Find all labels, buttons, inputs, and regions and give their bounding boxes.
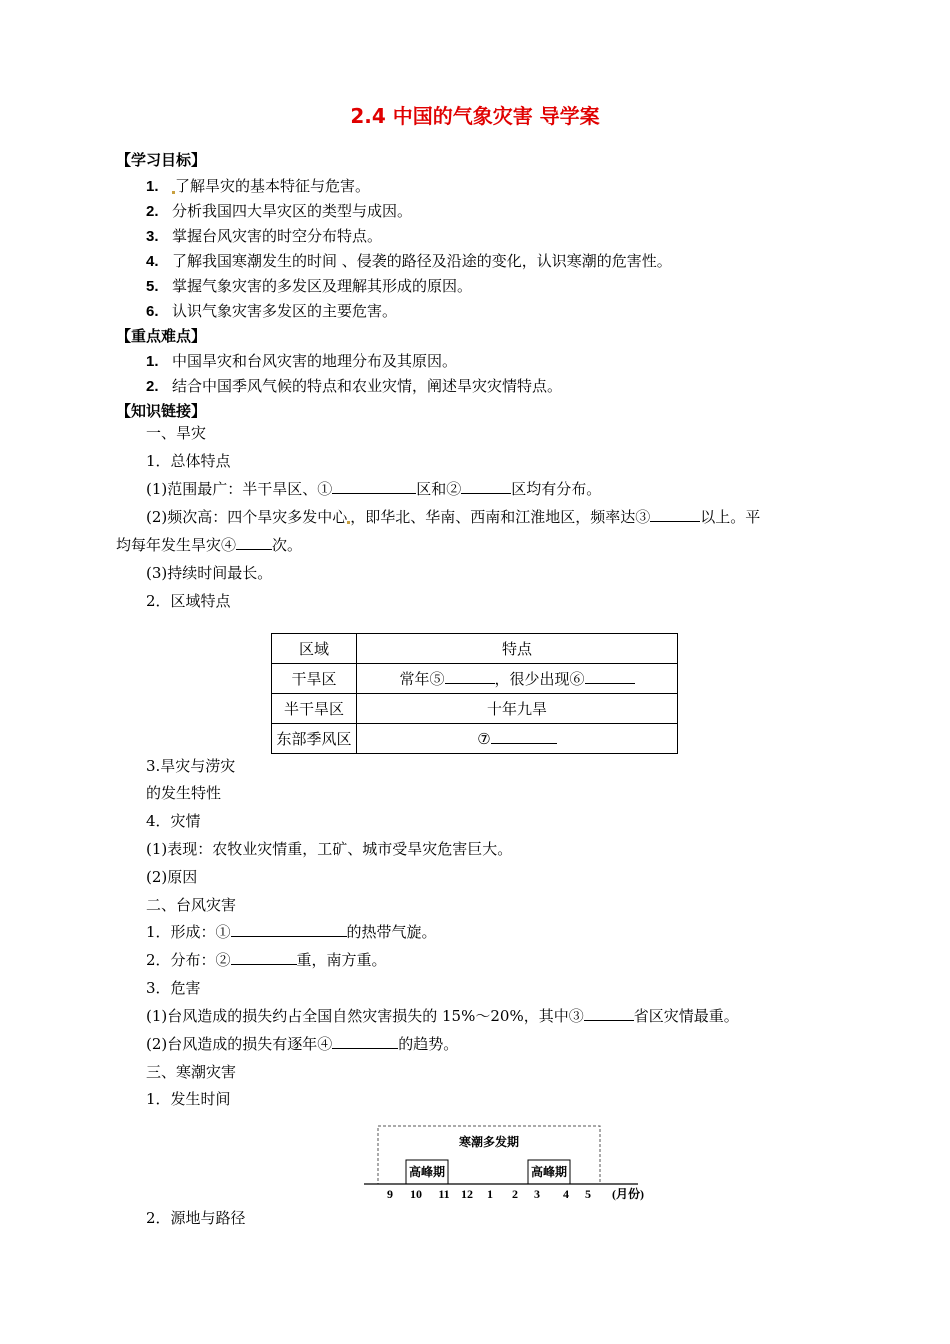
blank-typhoon-2[interactable] <box>231 950 297 965</box>
section-drought: 一、旱灾 <box>146 424 207 442</box>
drought-flood-line-2: 的发生特性 <box>146 784 222 802</box>
text: 2．分布：② <box>146 951 231 969</box>
text: (2)台风造成的损失有逐年④ <box>146 1035 333 1053</box>
key-text: 中国旱灾和台风灾害的地理分布及其原因。 <box>172 352 458 370</box>
goal-num: 2. <box>146 203 159 220</box>
blank-5[interactable] <box>445 669 495 684</box>
blank-7[interactable] <box>491 729 557 744</box>
key-text: 结合中国季风气候的特点和农业灾情，阐述旱灾灾情特点。 <box>172 377 563 395</box>
text: 区均有分布。 <box>511 480 602 498</box>
goal-text: 分析我国四大旱灾区的类型与成因。 <box>172 202 413 220</box>
blank-2[interactable] <box>461 479 511 494</box>
text: ，即华北、华南、西南和江淮地区，频率达③ <box>350 508 651 526</box>
goal-text: 了解我国寒潮发生的时间 、侵袭的路径及沿途的变化，认识寒潮的危害性。 <box>172 252 672 270</box>
blank-typhoon-1[interactable] <box>231 922 347 937</box>
timeline-tick-label: 9 <box>387 1187 393 1201</box>
text: 均每年发生旱灾④ <box>116 536 237 554</box>
text: (2)频次高：四个旱灾多发中心 <box>146 508 348 526</box>
subsection-disaster: 4．灾情 <box>146 812 201 830</box>
text: 常年⑤ <box>399 670 445 688</box>
text: 的热带气旋。 <box>346 923 437 941</box>
key-heading: 【重点难点】 <box>116 327 207 345</box>
key-item-2 <box>146 376 562 397</box>
fill-line-frequency-cont <box>116 535 302 555</box>
drought-flood-line-1: 3.旱灾与涝灾 <box>146 757 236 775</box>
timeline-tick-label: 10 <box>410 1187 422 1201</box>
text: 省区灾情最重。 <box>633 1007 739 1025</box>
cold-wave-timeline <box>360 1120 644 1206</box>
text: 区和② <box>416 480 462 498</box>
goal-num: 5. <box>146 278 159 295</box>
duration-line: (3)持续时间最长。 <box>146 564 273 582</box>
goal-text: 了解旱灾的基本特征与危害。 <box>175 177 371 195</box>
goal-text: 认识气象灾害多发区的主要危害。 <box>172 302 398 320</box>
key-num: 1. <box>146 353 159 370</box>
blank-3[interactable] <box>650 507 700 522</box>
table-header-row <box>272 634 678 664</box>
table-row <box>272 664 678 694</box>
timeline-tick-label: 1 <box>487 1187 493 1201</box>
goal-num: 3. <box>146 228 159 245</box>
cold-wave-time: 1．发生时间 <box>146 1090 231 1108</box>
goal-text: 掌握台风灾害的时空分布特点。 <box>172 227 383 245</box>
peak-label-2: 高峰期 <box>530 1165 568 1179</box>
table-header: 特点 <box>357 634 678 664</box>
subsection-overall: 1．总体特点 <box>146 452 231 470</box>
blank-6[interactable] <box>585 669 635 684</box>
text: 的趋势。 <box>398 1035 459 1053</box>
goals-heading: 【学习目标】 <box>116 151 207 169</box>
text: 次。 <box>272 536 303 554</box>
goal-num: 6. <box>146 303 159 320</box>
typhoon-distribution <box>146 950 387 970</box>
table-cell-feature: 十年九旱 <box>357 694 678 724</box>
timeline-tick-label: 3 <box>534 1187 540 1201</box>
section-typhoon: 二、台风灾害 <box>146 896 237 914</box>
timeline-tick-label: 11 <box>438 1187 450 1201</box>
text: (1)台风造成的损失约占全国自然灾害损失的 15%～20%，其中③ <box>146 1007 584 1025</box>
blank-typhoon-4[interactable] <box>332 1034 398 1049</box>
page-title: 2.4 中国的气象灾害 导学案 <box>350 104 600 128</box>
timeline-tick-label: 5 <box>585 1187 591 1201</box>
text: 重，南方重。 <box>296 951 387 969</box>
peak-label-1: 高峰期 <box>408 1165 446 1179</box>
table-cell-feature <box>357 664 678 694</box>
goal-num: 4. <box>146 253 159 270</box>
goal-item-2 <box>146 201 412 222</box>
typhoon-trend <box>146 1034 458 1054</box>
typhoon-loss <box>146 1006 739 1026</box>
period-label: 寒潮多发期 <box>458 1135 520 1149</box>
disaster-cause: (2)原因 <box>146 868 198 886</box>
timeline-tick-label: 4 <box>563 1187 569 1201</box>
text: ⑦ <box>477 730 491 748</box>
blank-4[interactable] <box>236 535 272 550</box>
typhoon-harm: 3．危害 <box>146 979 201 997</box>
goal-item-6 <box>146 301 397 322</box>
cold-wave-source: 2．源地与路径 <box>146 1209 246 1227</box>
section-cold-wave: 三、寒潮灾害 <box>146 1063 237 1081</box>
timeline-ticks <box>387 1187 591 1201</box>
goal-item-3 <box>146 226 382 247</box>
table-row <box>272 694 678 724</box>
disaster-performance: (1)表现：农牧业灾情重，工矿、城市受旱灾危害巨大。 <box>146 840 513 858</box>
blank-1[interactable] <box>332 479 416 494</box>
key-num: 2. <box>146 378 159 395</box>
timeline-unit: (月份) <box>612 1187 644 1201</box>
goal-num: 1. <box>146 178 159 195</box>
subsection-regional: 2．区域特点 <box>146 592 231 610</box>
table-cell-region: 半干旱区 <box>272 694 357 724</box>
table-cell-region: 东部季风区 <box>272 724 357 754</box>
table-cell-region: 干旱区 <box>272 664 357 694</box>
key-item-1 <box>146 351 457 372</box>
typhoon-formation <box>146 922 437 942</box>
text: 1．形成：① <box>146 923 231 941</box>
table-cell-feature <box>357 724 678 754</box>
text: 以上。平 <box>700 508 761 526</box>
text: (1)范围最广：半干旱区、① <box>146 480 333 498</box>
goal-item-5 <box>146 276 472 297</box>
region-table <box>271 633 678 754</box>
blank-typhoon-3[interactable] <box>584 1006 634 1021</box>
fill-line-range <box>146 479 601 499</box>
knowledge-heading: 【知识链接】 <box>116 402 207 420</box>
table-row <box>272 724 678 754</box>
timeline-tick-label: 12 <box>461 1187 473 1201</box>
goal-item-1 <box>146 176 370 197</box>
goal-item-4 <box>146 251 672 272</box>
table-header: 区域 <box>272 634 357 664</box>
timeline-tick-label: 2 <box>512 1187 518 1201</box>
goal-text: 掌握气象灾害的多发区及理解其形成的原因。 <box>172 277 473 295</box>
fill-line-frequency <box>146 507 760 527</box>
text: ，很少出现⑥ <box>494 670 585 688</box>
